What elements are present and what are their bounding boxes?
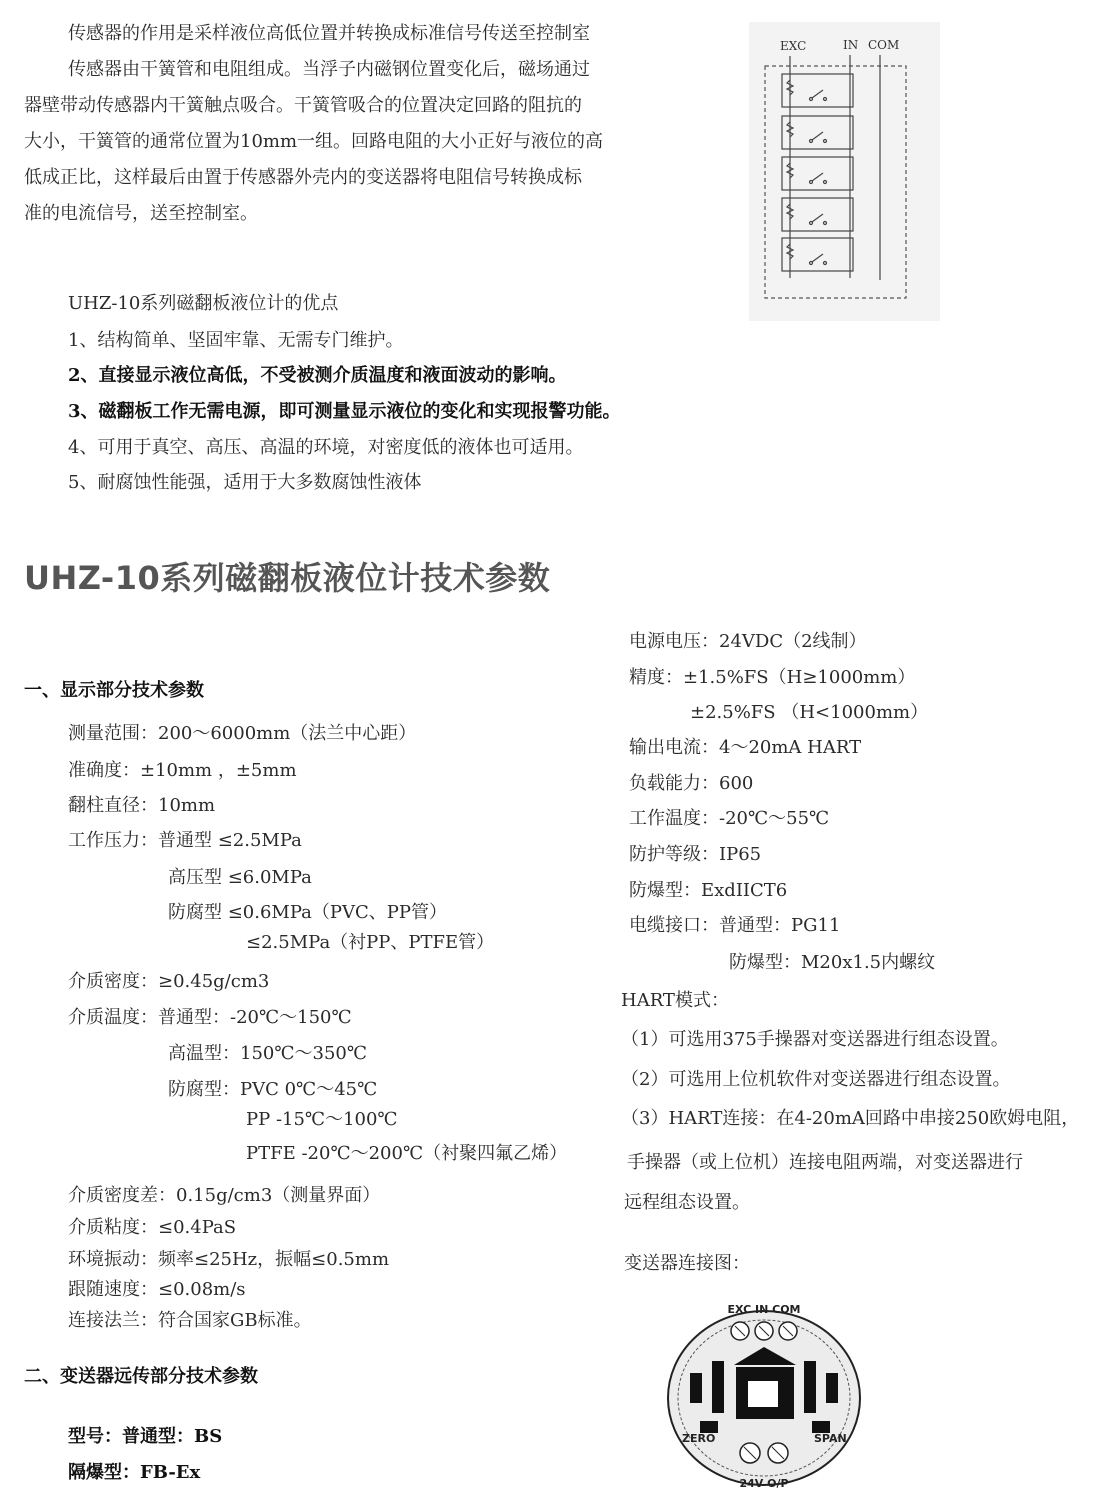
intro-p2-line5: 准的电流信号，送至控制室。 <box>24 203 258 224</box>
exc-label: EXC <box>780 39 807 53</box>
param-output-current: 输出电流：4～20mA HART <box>629 737 862 758</box>
param-vibration: 环境振动：频率≤25Hz，振幅≤0.5mm <box>68 1249 390 1270</box>
param-cable-normal: 电缆接口：普通型：PG11 <box>629 915 841 936</box>
advantages-title: UHZ-10系列磁翻板液位计的优点 <box>68 293 339 314</box>
hart-line-3: （3）HART连接：在4-20mA回路中串接250欧姆电阻， <box>621 1108 1080 1129</box>
board-top-label: EXC IN COM <box>727 1303 801 1316</box>
section1-title: 一、显示部分技术参数 <box>24 680 204 701</box>
circuit-svg <box>749 22 940 321</box>
param-pressure-lined: ≤2.5MPa（衬PP、PTFE管） <box>246 932 495 953</box>
param-column-diameter: 翻柱直径：10mm <box>68 795 216 816</box>
param-cable-explosion: 防爆型：M20x1.5内螺纹 <box>729 952 936 973</box>
board-bottom-label: 24V O/P <box>739 1477 789 1490</box>
param-explosion-grade: 防爆型：ExdIICT6 <box>629 880 788 901</box>
param-density-diff: 介质密度差：0.15g/cm3（测量界面） <box>68 1185 381 1206</box>
advantage-item-2: 2、直接显示液位高低，不受被测介质温度和液面波动的影响。 <box>68 365 567 386</box>
intro-p1: 传感器的作用是采样液位高低位置并转换成标准信号传送至控制室 <box>68 23 590 44</box>
param-follow-speed: 跟随速度：≤0.08m/s <box>68 1279 246 1300</box>
intro-p2-line1: 传感器由干簧管和电阻组成。当浮子内磁钢位置变化后，磁场通过 <box>68 59 590 80</box>
section2-title: 二、变送器远传部分技术参数 <box>24 1366 258 1387</box>
param-temp-pp: PP -15℃～100℃ <box>246 1109 398 1130</box>
param-protection: 防护等级：IP65 <box>629 844 762 865</box>
param-power-voltage: 电源电压：24VDC（2线制） <box>629 631 867 652</box>
intro-text <box>24 16 664 232</box>
param-pressure-normal: 工作压力：普通型 ≤2.5MPa <box>68 830 302 851</box>
param-pressure-high: 高压型 ≤6.0MPa <box>168 867 312 888</box>
reed-switch-circuit-diagram <box>749 22 940 321</box>
advantage-item-1: 1、结构简单、坚固牢靠、无需专门维护。 <box>68 330 404 351</box>
hart-line-1: （1）可选用375手操器对变送器进行组态设置。 <box>621 1029 1009 1050</box>
intro-p2-line2: 器壁带动传感器内干簧触点吸合。干簧管吸合的位置决定回路的阻抗的 <box>24 95 582 116</box>
diagram-title: 变送器连接图： <box>624 1253 750 1274</box>
param-accuracy: 准确度：±10mm ，±5mm <box>68 760 297 781</box>
model-explosion-proof: 隔爆型：FB-Ex <box>68 1462 201 1483</box>
board-svg <box>664 1303 866 1493</box>
param-temp-ptfe: PTFE -20℃～200℃（衬聚四氟乙烯） <box>246 1143 568 1164</box>
param-temp-high: 高温型：150℃～350℃ <box>168 1043 367 1064</box>
hart-line-4: 手操器（或上位机）连接电阻两端，对变送器进行 <box>627 1152 1023 1173</box>
intro-p2-line3: 大小，干簧管的通常位置为10mm一组。回路电阻的大小正好与液位的高 <box>24 131 604 152</box>
com-label: COM <box>868 38 900 52</box>
param-medium-density: 介质密度：≥0.45g/cm3 <box>68 971 270 992</box>
param-precision-2: ±2.5%FS （H<1000mm） <box>690 702 929 723</box>
in-label: IN <box>843 38 859 52</box>
hart-line-2: （2）可选用上位机软件对变送器进行组态设置。 <box>621 1069 1011 1090</box>
advantage-item-3: 3、磁翻板工作无需电源，即可测量显示液位的变化和实现报警功能。 <box>68 401 621 422</box>
span-label: SPAN <box>814 1432 847 1445</box>
param-temp-normal: 介质温度：普通型：-20℃～150℃ <box>68 1007 352 1028</box>
param-flange: 连接法兰：符合国家GB标准。 <box>68 1310 312 1331</box>
model-normal: 型号：普通型：BS <box>68 1426 223 1447</box>
param-temp-pvc: 防腐型：PVC 0℃～45℃ <box>168 1079 378 1100</box>
advantage-item-5: 5、耐腐蚀性能强，适用于大多数腐蚀性液体 <box>68 472 422 493</box>
intro-p2-line4: 低成正比，这样最后由置于传感器外壳内的变送器将电阻信号转换成标 <box>24 167 582 188</box>
hart-line-5: 远程组态设置。 <box>624 1192 750 1213</box>
param-viscosity: 介质粘度：≤0.4PaS <box>68 1217 237 1238</box>
advantage-item-4: 4、可用于真空、高压、高温的环境，对密度低的液体也可适用。 <box>68 437 584 458</box>
param-load-capacity: 负载能力：600 <box>629 773 754 794</box>
param-working-temp: 工作温度：-20℃～55℃ <box>629 808 830 829</box>
param-measure-range: 测量范围：200～6000mm（法兰中心距） <box>68 723 417 744</box>
transmitter-board-diagram <box>664 1303 866 1493</box>
main-title: UHZ-10系列磁翻板液位计技术参数 <box>24 559 551 597</box>
hart-title: HART模式： <box>621 990 729 1011</box>
param-precision-1: 精度：±1.5%FS（H≥1000mm） <box>629 667 916 688</box>
zero-label: ZERO <box>682 1432 716 1445</box>
param-pressure-anticorrosion: 防腐型 ≤0.6MPa（PVC、PP管） <box>168 902 447 923</box>
